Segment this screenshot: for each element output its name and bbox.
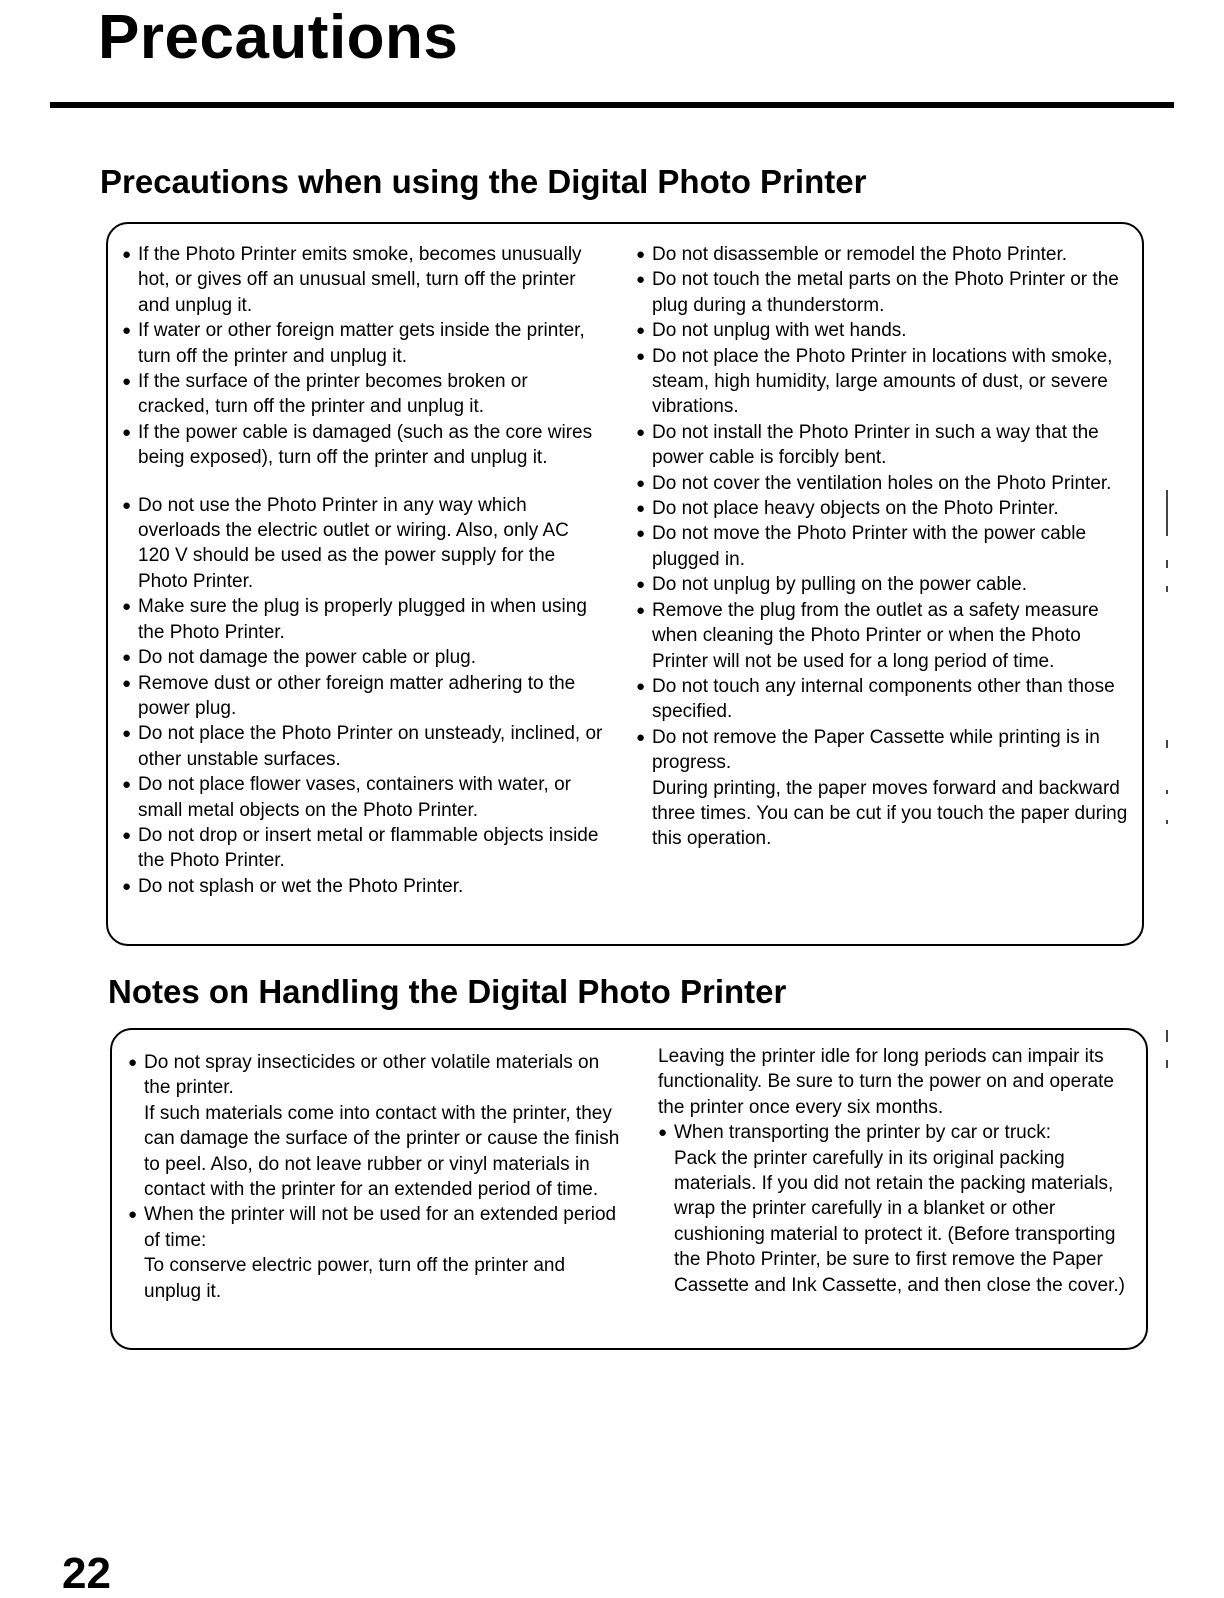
bullet-icon: ● [636, 474, 646, 492]
list-item-text: Make sure the plug is properly plugged in when using the Photo Printer. [138, 596, 587, 643]
list-item-text: Remove the plug from the outlet as a safety measure when cleaning the Photo Printer or when the Photo Printer will not be used for a long period of time. [652, 599, 1099, 672]
bullet-icon: ● [658, 1124, 668, 1142]
list-item-continuation: During printing, the paper moves forward and backward three times. You can be cut if you touch the paper during this operation. [652, 777, 1128, 850]
bullet-icon: ● [128, 1054, 138, 1071]
precautions-left-column [122, 242, 604, 899]
list-item-text: Do not touch any internal components other than those specified. [652, 675, 1115, 723]
title-rule [50, 102, 1174, 108]
margin-marks [1166, 490, 1172, 1110]
precautions-right-column [636, 242, 1136, 852]
list-item [636, 674, 1136, 725]
list-item-text: If the power cable is damaged (such as the core wires being exposed), turn off the printer and unplug it. [138, 421, 593, 469]
list-item-text: Do not install the Photo Printer in such a way that the power cable is forcibly bent. [652, 421, 1099, 469]
list-item [122, 772, 604, 823]
section-heading-handling-notes: Notes on Handling the Digital Photo Printer [108, 973, 787, 1010]
bullet-icon: ● [636, 423, 646, 441]
list-item [122, 493, 604, 595]
list-item [122, 823, 604, 874]
list-item [636, 242, 1136, 267]
list-item-text: Do not unplug with wet hands. [652, 320, 907, 342]
list-item [636, 725, 1136, 852]
bullet-icon: ● [122, 246, 132, 263]
handling-notes-right-column [658, 1044, 1138, 1298]
list-item-text: Do not move the Photo Printer with the power cable plugged in. [652, 523, 1087, 570]
bullet-icon: ● [122, 877, 132, 895]
list-item-text: Do not touch the metal parts on the Photo Printer or the plug during a thunderstorm. [652, 269, 1119, 316]
bullet-icon: ● [636, 271, 646, 289]
list-item [636, 496, 1136, 521]
bullet-icon: ● [122, 649, 132, 667]
list-item [658, 1120, 1138, 1298]
list-item-text: Do not remove the Paper Cassette while printing is in progress. [652, 726, 1100, 774]
list-item [636, 267, 1136, 318]
page-title: Precautions [98, 3, 459, 72]
list-item-text: Do not place heavy objects on the Photo Printer. [652, 498, 1059, 520]
bullet-icon: ● [636, 576, 646, 594]
list-item [636, 344, 1136, 420]
bullet-icon: ● [636, 525, 646, 543]
list-item-continuation: Pack the printer carefully in its original packing materials. If you did not retain the packing materials, wrap the printer carefully in a blanket or other cushioning material to protect it. (Before transporting the Photo Printer, be sure to first remove the Paper Cassette and Ink Cassette, and then close the cover.) [674, 1147, 1125, 1296]
list-item-text: Do not place the Photo Printer in locations with smoke, steam, high humidity, large amounts of dust, or severe vibrations. [652, 345, 1113, 418]
list-spacer [122, 471, 604, 493]
list-item [128, 1050, 622, 1202]
list-item [122, 420, 604, 471]
list-item [122, 594, 604, 645]
bullet-icon: ● [636, 246, 646, 263]
list-item-text: If the surface of the printer becomes broken or cracked, turn off the printer and unplug it. [138, 371, 528, 418]
list-item [636, 572, 1136, 597]
list-item-text: Do not cover the ventilation holes on the Photo Printer. [652, 472, 1112, 494]
list-item-text: When the printer will not be used for an extended period of time: [144, 1204, 617, 1251]
list-item-text: Leaving the printer idle for long periods can impair its functionality. Be sure to turn the power on and operate the printer once every six months. [658, 1046, 1114, 1118]
bullet-icon: ● [122, 674, 132, 692]
bullet-icon: ● [122, 776, 132, 794]
handling-notes-left-column [128, 1050, 622, 1304]
list-item [128, 1202, 622, 1304]
list-item [122, 369, 604, 420]
list-item [636, 598, 1136, 674]
section-heading-precautions: Precautions when using the Digital Photo Printer [100, 163, 867, 200]
list-item-text: Do not drop or insert metal or flammable objects inside the Photo Printer. [138, 824, 599, 872]
list-item [636, 420, 1136, 471]
bullet-icon: ● [122, 826, 132, 844]
list-item-text: If water or other foreign matter gets inside the printer, turn off the printer and unplug it. [138, 320, 585, 367]
list-item [122, 318, 604, 369]
list-item [636, 318, 1136, 343]
list-item-text: Do not damage the power cable or plug. [138, 647, 476, 669]
bullet-icon: ● [122, 496, 132, 514]
list-item-text: Do not splash or wet the Photo Printer. [138, 875, 464, 897]
list-item [658, 1044, 1138, 1120]
page-number: 22 [62, 1549, 111, 1598]
bullet-icon: ● [122, 725, 132, 743]
list-item-text: Do not unplug by pulling on the power cable. [652, 574, 1027, 596]
list-item-text: Remove dust or other foreign matter adhering to the power plug. [138, 672, 576, 719]
bullet-icon: ● [128, 1206, 138, 1224]
list-item [122, 721, 604, 772]
bullet-icon: ● [122, 373, 132, 391]
list-item-text: Do not place the Photo Printer on unsteady, inclined, or other unstable surfaces. [138, 723, 603, 770]
list-item [122, 242, 604, 318]
list-item-continuation: If such materials come into contact with the printer, they can damage the surface of the printer or cause the finish to peel. Also, do not leave rubber or vinyl materials in contact with the printer for an extended period of time. [144, 1102, 620, 1201]
list-item-text: If the Photo Printer emits smoke, becomes unusually hot, or gives off an unusual smell, turn off the printer and unplug it. [138, 244, 582, 316]
list-item-text: Do not use the Photo Printer in any way which overloads the electric outlet or wiring. Also, only AC 120 V should be used as the power supply for the Photo Printer. [138, 494, 569, 592]
bullet-icon: ● [122, 423, 132, 441]
bullet-icon: ● [636, 500, 646, 518]
list-item-text: Do not disassemble or remodel the Photo Printer. [652, 244, 1068, 265]
list-item [122, 874, 604, 899]
bullet-icon: ● [122, 322, 132, 340]
list-item-text: Do not place flower vases, containers with water, or small metal objects on the Photo Printer. [138, 774, 571, 821]
bullet-icon: ● [636, 728, 646, 746]
list-item-continuation: To conserve electric power, turn off the printer and unplug it. [144, 1255, 566, 1302]
bullet-icon: ● [636, 677, 646, 695]
list-item [636, 471, 1136, 496]
bullet-icon: ● [122, 598, 132, 616]
handling-notes-panel [110, 1028, 1148, 1350]
list-item-text: When transporting the printer by car or truck: [674, 1122, 1051, 1144]
list-item [122, 645, 604, 670]
list-item [122, 671, 604, 722]
list-item [636, 521, 1136, 572]
bullet-icon: ● [636, 347, 646, 365]
bullet-icon: ● [636, 322, 646, 340]
list-item-text: Do not spray insecticides or other volatile materials on the printer. [144, 1052, 600, 1099]
bullet-icon: ● [636, 601, 646, 619]
precautions-panel [106, 222, 1144, 946]
